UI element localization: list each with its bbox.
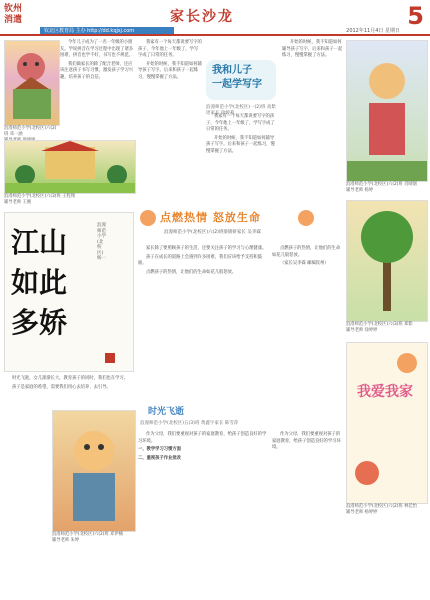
artwork-6-student: 浪漫师范小学(北校区)六(2)班 林佳怡 (346, 504, 417, 509)
feature-headline-line1: 我和儿子 (212, 65, 252, 76)
newspaper-logo (4, 4, 44, 30)
artwork-6 (346, 342, 428, 504)
col1-bottom-text (4, 376, 134, 393)
artwork-3-student: 浪漫师范小学(北校区)六(2)班 邓伊楠 (52, 532, 123, 537)
essay-para3: 点燃孩子的热情，让他们的生命如花儿般怒放。 (146, 269, 237, 275)
col1-para2: 我们做家长的除了配合老师，还应该注意孩子书写习惯，激发孩子学习兴趣，培养孩子的自信。 (60, 61, 134, 80)
artwork-3 (52, 410, 136, 532)
artwork-6-drawing (347, 343, 427, 503)
artwork-5-caption (346, 322, 426, 334)
time-section-title: 时光飞逝 (148, 407, 185, 417)
time-section-body-2 (272, 432, 344, 454)
artwork-5 (346, 200, 428, 322)
date-bar: 2012年11月4日 星期日 (346, 28, 400, 34)
artwork-3-caption (52, 532, 134, 544)
col2-text (138, 40, 202, 83)
artwork-5-teacher: 辅导老师 徐婷婷 (346, 328, 378, 333)
col2-para1: 我家有一个每天都说要写字的孩子，今年他上一年级了，学写字成了日常的任务。 (138, 40, 202, 58)
feature-body (206, 114, 278, 157)
artwork-1 (4, 40, 60, 126)
artwork-3-teacher: 辅导老师 朱婷 (52, 538, 80, 543)
feature-headline (212, 64, 262, 92)
artwork-2 (4, 140, 136, 194)
time-section-body (138, 432, 268, 464)
artwork-5-drawing (347, 201, 427, 321)
artwork-2-student: 浪漫师范小学(北校区)六(3)班 王程翔 (4, 194, 75, 199)
calligraphy-artwork (4, 212, 134, 372)
header-rule (0, 34, 430, 36)
feature-para1: 我家有一个每天都说要写字的孩子，今年他上一年级了，学写字成了日常的任务。 (206, 114, 275, 132)
feature-para2: 开始的时候，我不知道如何辅导孩子写字。后来和孩子一起练习，慢慢掌握了方法。 (206, 135, 275, 154)
artwork-4-caption (346, 182, 426, 194)
url-bar: 钦北区教育局 主办 http://dd.kqjsj.com (40, 27, 174, 35)
feature-byline: 浪漫师范小学(北校区)一(2)班 高紫瑶家长 徐媛莉 (206, 105, 276, 116)
logo-line1: 钦州 (4, 4, 23, 14)
masthead (0, 0, 430, 34)
calligraphy-text: 江山如此多娇 (11, 226, 68, 339)
col1-text (60, 40, 135, 83)
essay-body-2 (272, 246, 344, 270)
essay-para2: 孩子在成长的道路上会遇到许多困难，我们应该给予支持和鼓励。 (138, 254, 263, 266)
time-section-para1: 作为父母，我们要重视对孩子的家庭教育，给孩子创造良好的学习环境。 (138, 432, 267, 444)
time-section-2-para1: 作为父母，我们要重视对孩子的家庭教育，给孩子创造良好的学习环境。 (272, 432, 341, 450)
poster-text: 我爱我家 (357, 384, 413, 400)
essay-para1: 家长除了要照顾孩子的生活，还要关注孩子的学习与心理健康。 (146, 246, 267, 251)
artwork-4 (346, 40, 428, 182)
artwork-6-teacher: 辅导老师 杨婷婷 (346, 510, 378, 515)
artwork-6-caption (346, 504, 426, 516)
feature-headline-line2: 一起学写字 (212, 79, 262, 90)
time-section-heading1: 一、教学学习习惯方面 (138, 447, 181, 452)
calligraphy-caption: 浪漫师范小学(北校区) 杨一 (97, 223, 106, 261)
seal-stamp (105, 353, 115, 363)
logo-line2: 消遣 (4, 15, 23, 25)
col1-para1: 今年儿子成为了一名一年级的小朋友。学说拼音在学习过程中出现了诸多困难，拼音也学不好，书写也不规范。 (60, 40, 134, 58)
artwork-1-drawing (5, 41, 59, 125)
time-section-heading2: 二、重视孩子作业批改 (138, 455, 181, 461)
col1-bottom-para2: 孩子是家庭的希望，需要我们用心去培养、去引导。 (12, 384, 111, 390)
banner-title: 点燃热情 怒放生命 (160, 211, 261, 224)
essay-signature: （家长吴李霖 邮编钦州） (280, 261, 329, 266)
artwork-2-teacher: 辅导老师 王婉 (4, 200, 32, 205)
banner-subtitle: 浪漫师范小学(北校区)六(2)班梁锦妍家长 吴李霖 (164, 230, 261, 235)
time-section-byline: 浪漫师范小学(北校区)五(3)班 黄鑫宇家长 陈雪萍 (140, 421, 239, 426)
feature-body-2 (282, 40, 344, 62)
artwork-2-caption (4, 194, 134, 206)
essay-2-para1: 点燃孩子的热情，让他们的生命如花儿般怒放。 (272, 246, 341, 258)
feature-2-para1: 开始的时候，我不知道如何辅导孩子写字。后来和孩子一起练习，慢慢掌握了方法。 (282, 40, 343, 58)
artwork-3-drawing (53, 411, 135, 531)
artwork-4-student: 浪漫师范小学(北校区)六(2)班 肖晴烟 (346, 182, 417, 187)
col1-bottom-para1: 时光飞逝，女儿渐渐长大，教育孩子的同时，我们也在学习。 (12, 376, 129, 381)
page-number: 5 (407, 2, 424, 30)
artwork-4-teacher: 辅导老师 杨婷 (346, 188, 374, 193)
artwork-5-student: 浪漫师范小学(北校区)六(3)班 郑紫 (346, 322, 413, 327)
essay-body (138, 246, 268, 278)
artwork-4-drawing (347, 41, 427, 181)
section-title: 家长沙龙 (170, 9, 234, 25)
col2-para2: 开始的时候，我不知道如何辅导孩子写字。后来和孩子一起练习，慢慢掌握了方法。 (138, 61, 202, 80)
artwork-2-drawing (5, 141, 135, 193)
artwork-1-student: 浪漫师范小学(北校区)六(2)班 邓一涵 (4, 126, 57, 137)
